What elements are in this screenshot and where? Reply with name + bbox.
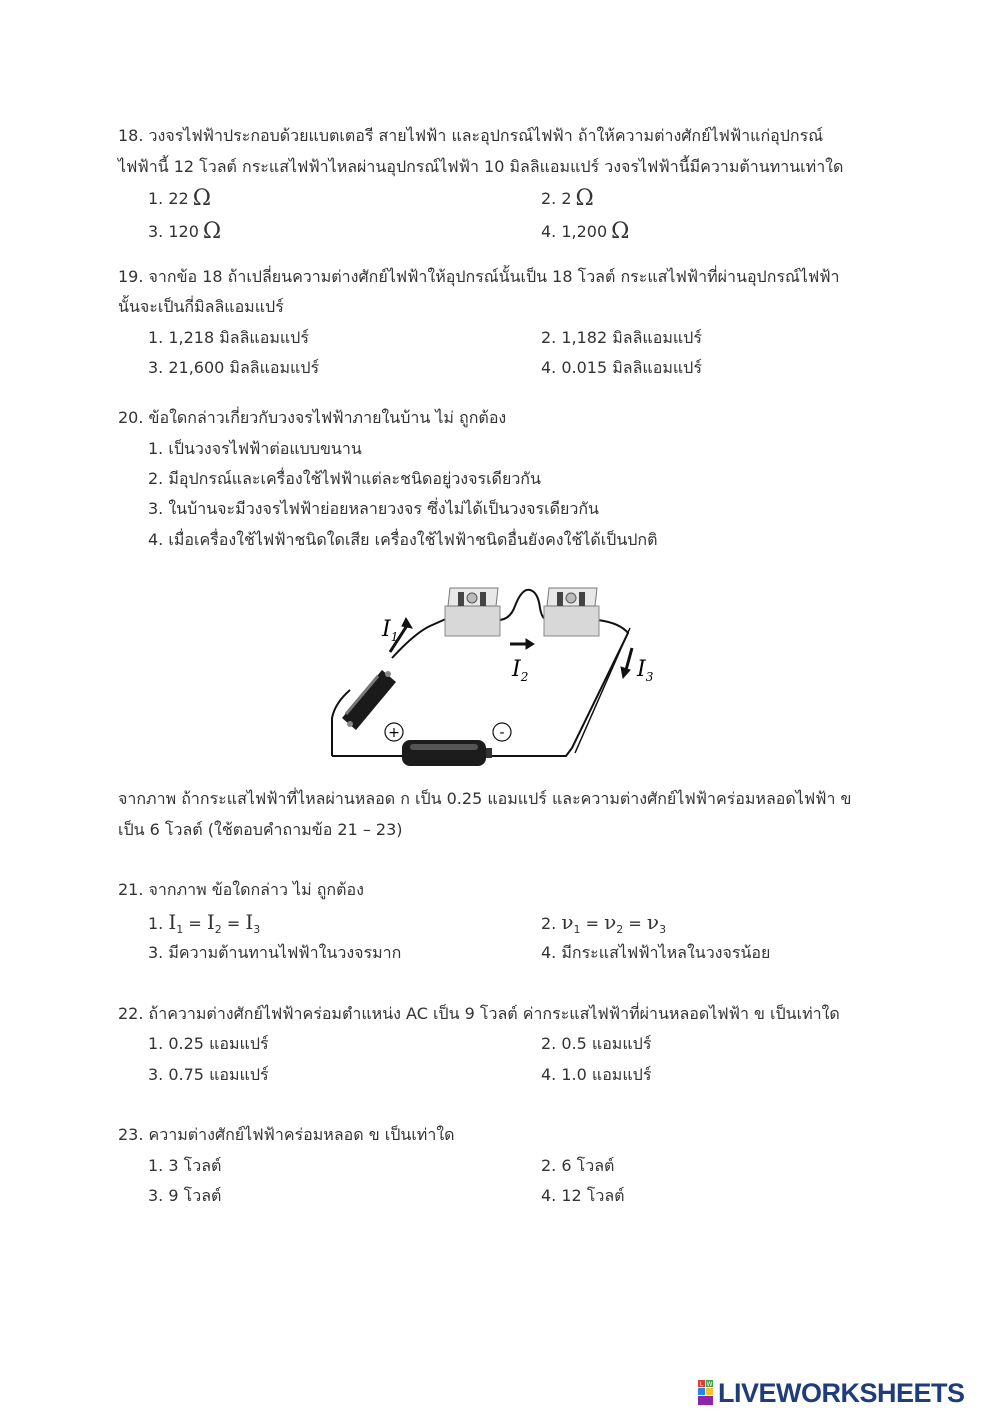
battery-minus-label: - (499, 725, 505, 741)
q22-option-3[interactable]: 3. 0.75 แอมแปร์ (148, 1065, 269, 1084)
battery-plus-label: + (388, 725, 400, 741)
ohm-symbol: Ω (192, 186, 211, 211)
ohm-symbol: Ω (202, 219, 222, 244)
q19-option-2[interactable]: 2. 1,182 มิลลิแอมแปร์ (541, 328, 702, 347)
bulb-holder-right (544, 588, 599, 636)
circuit-diagram (330, 578, 660, 770)
q23-option-1[interactable]: 1. 3 โวลต์ (148, 1156, 222, 1175)
q23-text: 23. ความต่างศักย์ไฟฟ้าคร่อมหลอด ข เป็นเท่าใด (118, 1125, 455, 1144)
q21-option-3[interactable]: 3. มีความต้านทานไฟฟ้าในวงจรมาก (148, 943, 402, 962)
liveworksheets-logo-text: LIVEWORKSHEETS (718, 1377, 965, 1408)
label-i3: $I_3$ (637, 657, 654, 684)
q22-option-2[interactable]: 2. 0.5 แอมแปร์ (541, 1034, 652, 1053)
context-line2: เป็น 6 โวลต์ (ใช้ตอบคำถามข้อ 21 – 23) (118, 820, 403, 839)
q18-text-line1: 18. วงจรไฟฟ้าประกอบด้วยแบตเตอรี สายไฟฟ้า และอุปกรณ์ไฟฟ้า ถ้าให้ความต่างศักย์ไฟฟ้าแก่อุปกรณ์ (118, 126, 824, 145)
battery (402, 740, 492, 766)
q21-option-1[interactable]: 1. $I_1 = I_2 = I_3$ (148, 910, 261, 937)
q21-option-4[interactable]: 4. มีกระแสไฟฟ้าไหลในวงจรน้อย (541, 943, 771, 962)
liveworksheets-logo[interactable] (698, 1378, 965, 1408)
q20-option-3[interactable]: 3. ในบ้านจะมีวงจรไฟฟ้าย่อยหลายวงจร ซึ่งไม่ได้เป็นวงจรเดียวกัน (148, 499, 599, 518)
current-arrow-i1-head (402, 618, 412, 628)
ohm-symbol: Ω (575, 186, 594, 211)
switch-component (342, 670, 396, 730)
q19-option-4[interactable]: 4. 0.015 มิลลิแอมแปร์ (541, 358, 702, 377)
q18-option-1[interactable]: 1. 22 Ω (148, 186, 211, 211)
current-arrow-i3-head (621, 667, 630, 678)
bulb-holder-left (445, 588, 500, 636)
q22-text: 22. ถ้าความต่างศักย์ไฟฟ้าคร่อมตำแหน่ง AC เป็น 9 โวลต์ ค่ากระแสไฟฟ้าที่ผ่านหลอดไฟฟ้า ข เป็นเท่าใด (118, 1004, 840, 1023)
q23-option-3[interactable]: 3. 9 โวลต์ (148, 1186, 222, 1205)
q18-option-4[interactable]: 4. 1,200 Ω (541, 219, 630, 244)
q19-option-3[interactable]: 3. 21,600 มิลลิแอมแปร์ (148, 358, 320, 377)
q21-text: 21. จากภาพ ข้อใดกล่าว ไม่ ถูกต้อง (118, 880, 364, 899)
label-i1: $I_1$ (382, 617, 399, 644)
q20-option-4[interactable]: 4. เมื่อเครื่องใช้ไฟฟ้าชนิดใดเสีย เครื่องใช้ไฟฟ้าชนิดอื่นยังคงใช้ได้เป็นปกติ (148, 530, 658, 549)
q22-option-4[interactable]: 4. 1.0 แอมแปร์ (541, 1065, 652, 1084)
current-arrow-i2-head (526, 639, 534, 649)
svg-text:W: W (706, 1381, 713, 1388)
q19-text-line1: 19. จากข้อ 18 ถ้าเปลี่ยนความต่างศักย์ไฟฟ้าให้อุปกรณ์นั้นเป็น 18 โวลต์ กระแสไฟฟ้าที่ผ่านอุปกรณ์ไฟฟ้า (118, 267, 840, 286)
ohm-symbol: Ω (611, 219, 630, 244)
q23-option-2[interactable]: 2. 6 โวลต์ (541, 1156, 615, 1175)
q20-text: 20. ข้อใดกล่าวเกี่ยวกับวงจรไฟฟ้าภายในบ้าน ไม่ ถูกต้อง (118, 408, 507, 427)
q19-text-line2: นั้นจะเป็นกี่มิลลิแอมแปร์ (118, 297, 284, 316)
q20-option-2[interactable]: 2. มีอุปกรณ์และเครื่องใช้ไฟฟ้าแต่ละชนิดอยู่วงจรเดียวกัน (148, 469, 541, 488)
current-arrow-i3 (626, 648, 632, 670)
liveworksheets-logo-icon (698, 1380, 714, 1406)
q19-option-1[interactable]: 1. 1,218 มิลลิแอมแปร์ (148, 328, 309, 347)
q18-option-3[interactable]: 3. 120 Ω (148, 219, 222, 244)
q20-option-1[interactable]: 1. เป็นวงจรไฟฟ้าต่อแบบขนาน (148, 439, 362, 458)
label-i2: $I_2$ (512, 657, 529, 684)
context-line1: จากภาพ ถ้ากระแสไฟฟ้าที่ไหลผ่านหลอด ก เป็น 0.25 แอมแปร์ และความต่างศักย์ไฟฟ้าคร่อมหลอดไฟฟ้า ข (118, 789, 852, 808)
q23-option-4[interactable]: 4. 12 โวลต์ (541, 1186, 625, 1205)
q18-text-line2: ไฟฟ้านี้ 12 โวลต์ กระแสไฟฟ้าไหลผ่านอุปกรณ์ไฟฟ้า 10 มิลลิแอมแปร์ วงจรไฟฟ้านี้มีความต้านทานเท่าใด (118, 157, 844, 176)
q22-option-1[interactable]: 1. 0.25 แอมแปร์ (148, 1034, 269, 1053)
q18-option-2[interactable]: 2. 2 Ω (541, 186, 594, 211)
q21-option-2[interactable]: 2. $\nu_1 = \nu_2 = \nu_3$ (541, 910, 667, 937)
svg-text:L: L (699, 1381, 704, 1388)
